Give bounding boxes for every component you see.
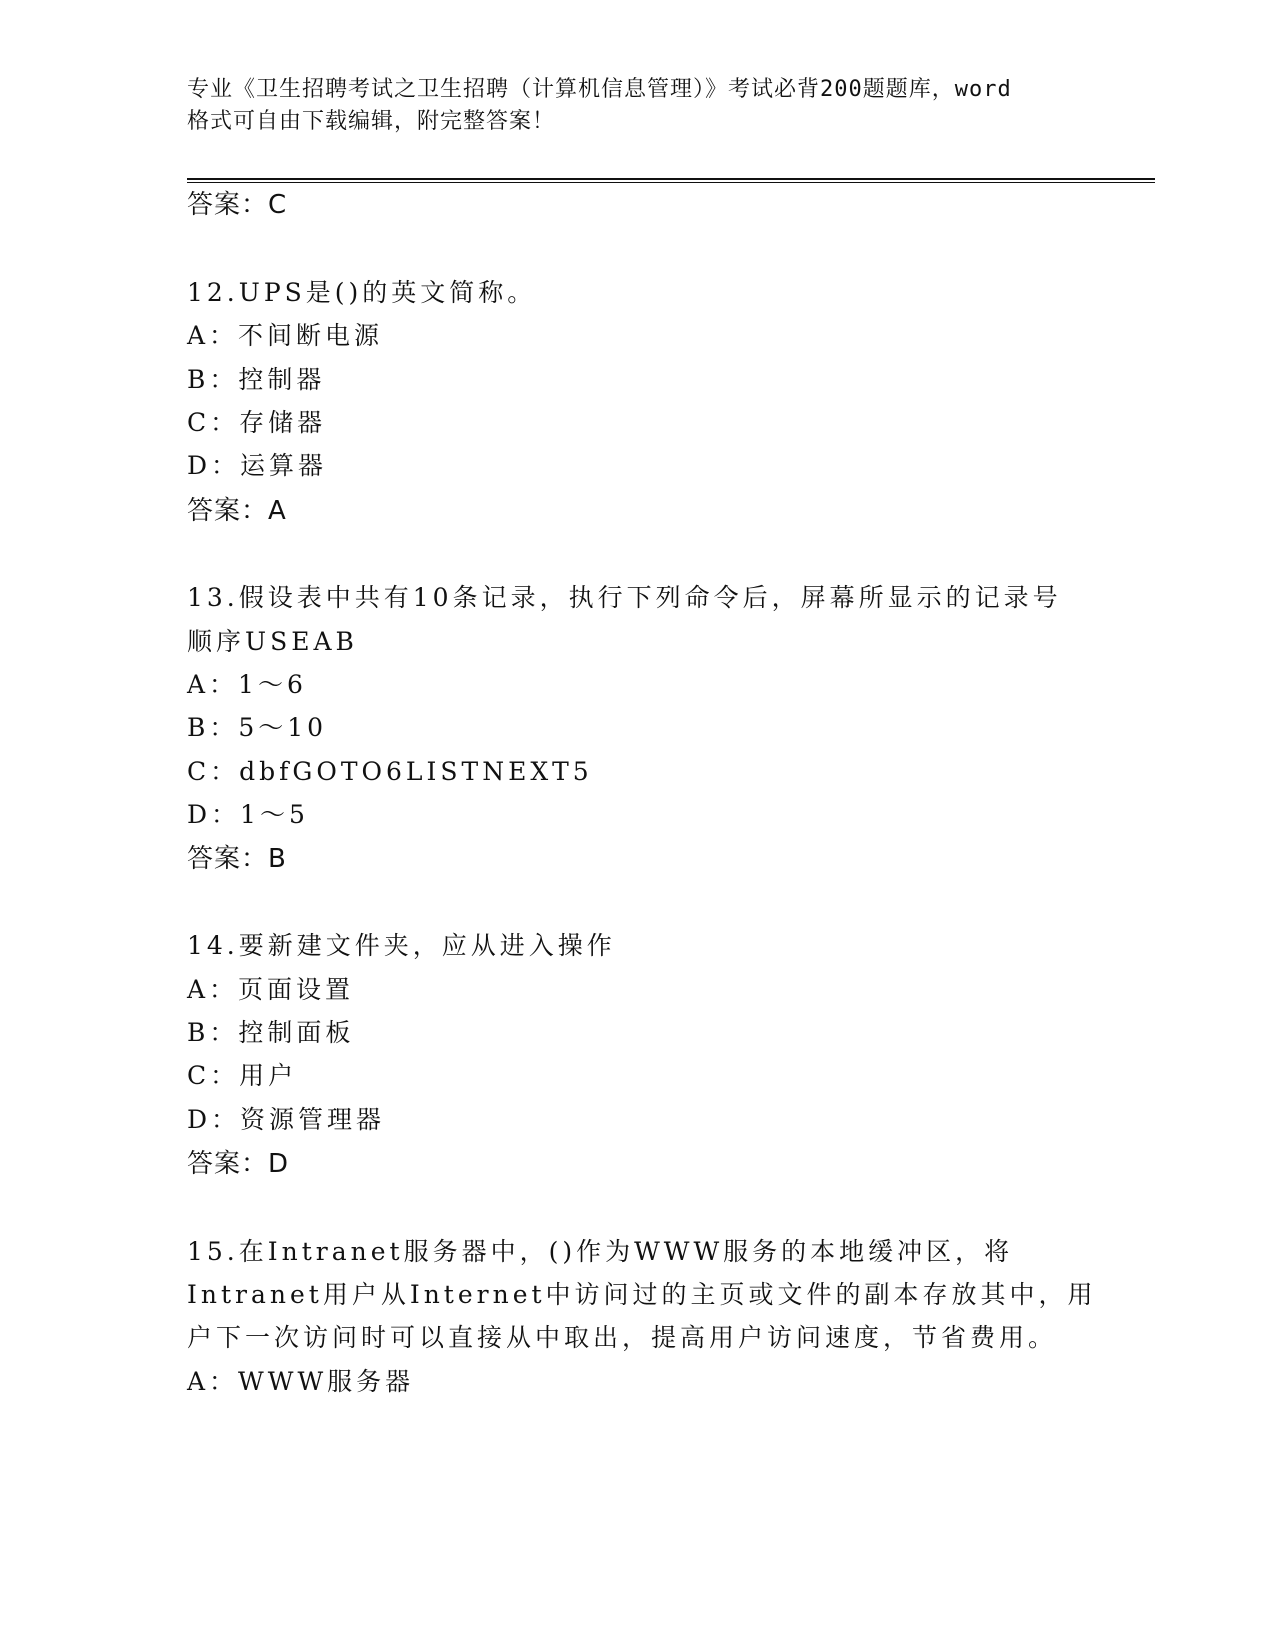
question-12-option-b: B：控制器	[187, 365, 326, 394]
question-13-option-b: B：5～10	[187, 713, 328, 742]
question-15-text-line-1: 15.在Intranet服务器中，()作为WWW服务的本地缓冲区，将	[187, 1237, 1014, 1266]
question-14-option-a: A：页面设置	[187, 975, 355, 1004]
answer-14: 答案：D	[187, 1149, 290, 1179]
question-14-option-d: D：资源管理器	[187, 1105, 386, 1134]
question-13-text-line-2: 顺序USEAB	[187, 627, 358, 656]
question-15-option-a: A：WWW服务器	[187, 1367, 415, 1396]
question-13-option-a: A：1～6	[187, 670, 307, 699]
question-14-text: 14.要新建文件夹，应从进入操作	[187, 931, 616, 960]
question-12-option-d: D：运算器	[187, 451, 328, 480]
question-13-option-c: C：dbfGOTO6LISTNEXT5	[187, 757, 593, 786]
answer-12: 答案：A	[187, 496, 287, 526]
question-14-option-c: C：用户	[187, 1061, 298, 1090]
question-12-option-c: C：存储器	[187, 408, 327, 437]
question-15-text-line-2: Intranet用户从Internet中访问过的主页或文件的副本存放其中，用	[187, 1280, 1097, 1309]
question-13-text-line-1: 13.假设表中共有10条记录，执行下列命令后，屏幕所显示的记录号	[187, 583, 1062, 612]
header-divider	[187, 178, 1155, 183]
header-line-2: 格式可自由下载编辑，附完整答案！	[187, 109, 556, 134]
answer-11: 答案：C	[187, 190, 288, 220]
question-14-option-b: B：控制面板	[187, 1018, 355, 1047]
document-header	[187, 74, 1087, 138]
question-12-option-a: A：不间断电源	[187, 321, 384, 350]
header-line-1: 专业《卫生招聘考试之卫生招聘（计算机信息管理）》考试必背200题题库，word	[187, 77, 1012, 102]
question-15-text-line-3: 户下一次访问时可以直接从中取出，提高用户访问速度，节省费用。	[187, 1323, 1058, 1352]
question-13-option-d: D：1～5	[187, 800, 309, 829]
answer-13: 答案：B	[187, 844, 287, 874]
question-12-text: 12.UPS是()的英文简称。	[187, 278, 537, 307]
